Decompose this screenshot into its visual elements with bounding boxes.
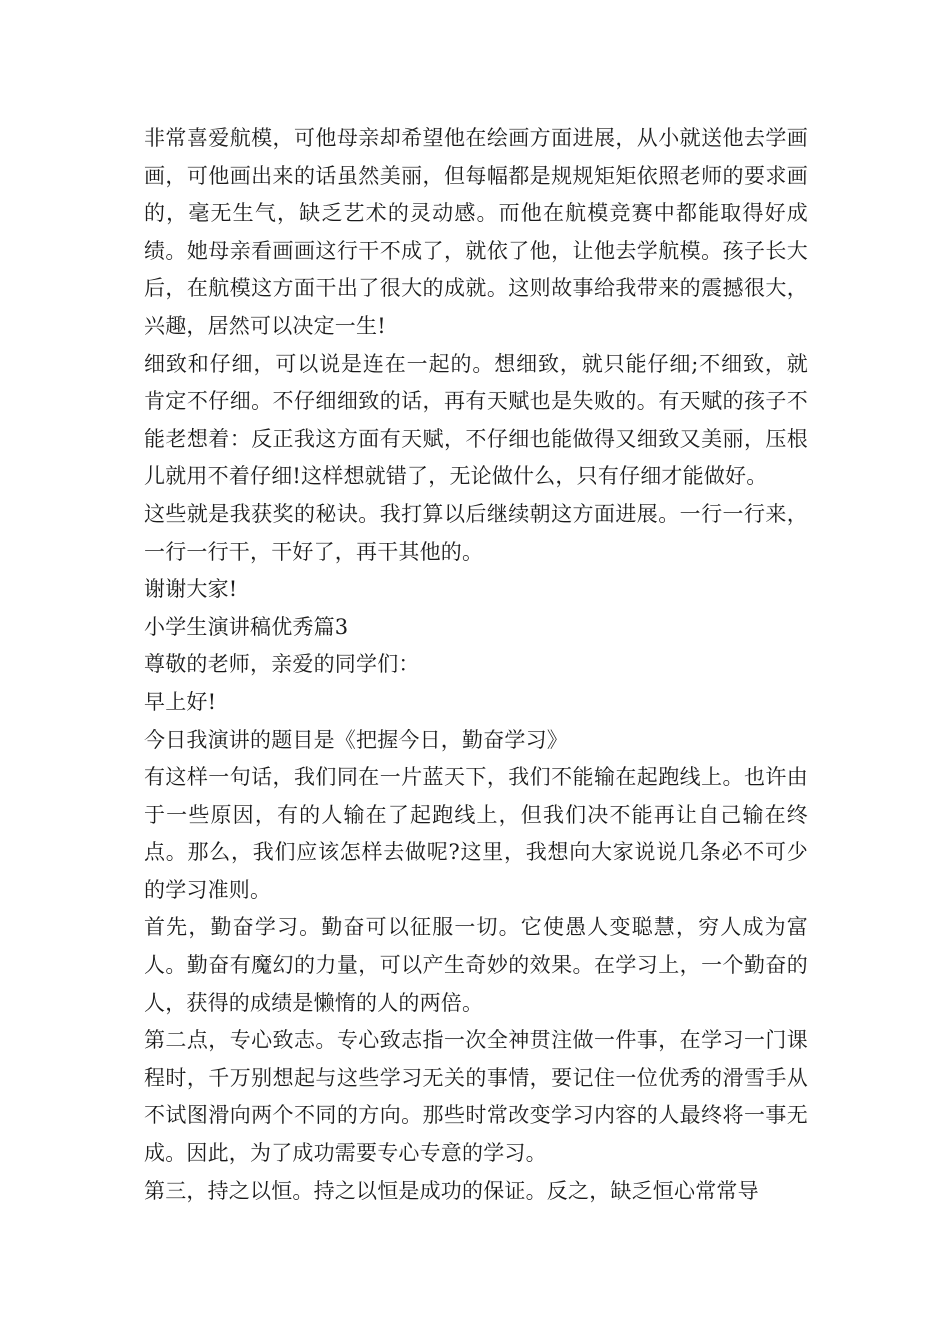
paragraph-salutation: 尊敬的老师，亲爱的同学们： <box>144 652 420 677</box>
paragraph-secret: 这些就是我获奖的秘诀。我打算以后继续朝这方面进展。一行一行来，一行一行干，干好了，再干其他的。 <box>144 501 808 564</box>
paragraph-topic: 今日我演讲的题目是《把握今日，勤奋学习》 <box>144 727 568 752</box>
paragraph-thanks: 谢谢大家! <box>144 577 238 602</box>
paragraph-intro: 有这样一句话，我们同在一片蓝天下，我们不能输在起跑线上。也许由于一些原因，有的人输在了起跑线上，但我们决不能再让自己输在终点。那么，我们应该怎样去做呢?这里，我想向大家说说几条必不可少的学习准则。 <box>144 765 808 902</box>
paragraph-point-focus: 第二点，专心致志。专心致志指一次全神贯注做一件事，在学习一门课程时，千万别想起与这些学习无关的事情，要记住一位优秀的滑雪手从不试图滑向两个不同的方向。那些时常改变学习内容的人最终将一事无成。因此，为了成功需要专心专意的学习。 <box>144 1028 808 1166</box>
paragraph-greeting: 早上好! <box>144 689 217 714</box>
section-heading: 小学生演讲稿优秀篇3 <box>144 614 349 639</box>
paragraph-hobby-story: 非常喜爱航模，可他母亲却希望他在绘画方面进展，从小就送他去学画画，可他画出来的话虽然美丽，但每幅都是规规矩矩依照老师的要求画的，毫无生气，缺乏艺术的灵动感。而他在航模竞赛中都能取得好成绩。她母亲看画画这行干不成了，就依了他，让他去学航模。孩子长大后，在航模这方面干出了很大的成就。这则故事给我带来的震撼很大，兴趣，居然可以决定一生! <box>144 126 808 338</box>
document-body <box>144 120 808 1210</box>
paragraph-point-perseverance: 第三，持之以恒。持之以恒是成功的保证。反之，缺乏恒心常常导 <box>144 1178 759 1203</box>
paragraph-carefulness: 细致和仔细，可以说是连在一起的。想细致，就只能仔细;不细致，就肯定不仔细。不仔细细致的话，再有天赋也是失败的。有天赋的孩子不能老想着：反正我这方面有天赋，不仔细也能做得又细致又美丽，压根儿就用不着仔细!这样想就错了，无论做什么，只有仔细才能做好。 <box>144 351 808 489</box>
paragraph-point-diligence: 首先，勤奋学习。勤奋可以征服一切。它使愚人变聪慧，穷人成为富人。勤奋有魔幻的力量，可以产生奇妙的效果。在学习上，一个勤奋的人，获得的成绩是懒惰的人的两倍。 <box>144 915 808 1015</box>
